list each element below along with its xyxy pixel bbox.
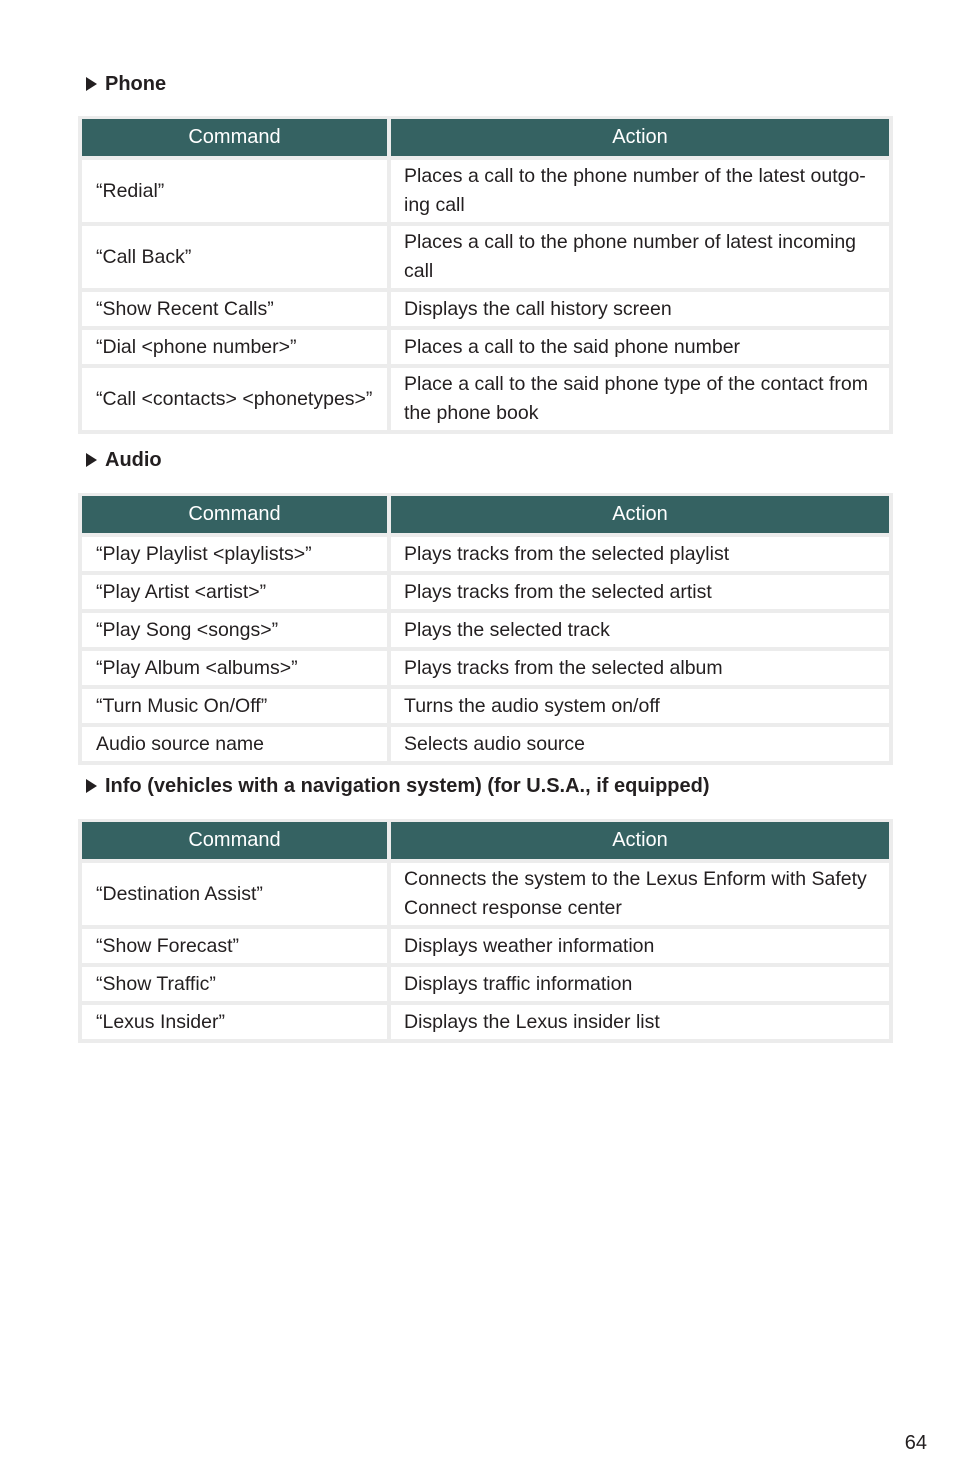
command-cell: “Call <contacts> <phonetypes>”	[82, 368, 387, 430]
table-row	[82, 727, 889, 761]
table-row	[82, 689, 889, 723]
command-cell: Audio source name	[82, 727, 387, 761]
table-header-row	[82, 119, 889, 156]
action-cell: Displays weather information	[391, 929, 889, 963]
table-header-row	[82, 496, 889, 533]
table-row	[82, 575, 889, 609]
action-cell: Displays traffic information	[391, 967, 889, 1001]
command-cell: “Show Forecast”	[82, 929, 387, 963]
section-heading-phone: Phone	[86, 72, 166, 96]
column-header-command: Command	[82, 822, 387, 859]
command-cell: “Turn Music On/Off”	[82, 689, 387, 723]
triangle-bullet-icon	[86, 77, 97, 91]
triangle-bullet-icon	[86, 453, 97, 467]
phone-commands-table	[78, 116, 893, 434]
table-row	[82, 1005, 889, 1039]
table-row	[82, 967, 889, 1001]
table-row	[82, 160, 889, 222]
command-cell: “Call Back”	[82, 226, 387, 288]
action-cell: Displays the Lexus insider list	[391, 1005, 889, 1039]
table-row	[82, 863, 889, 925]
table-row	[82, 368, 889, 430]
action-cell: Places a call to the phone number of latest incoming call	[391, 226, 889, 288]
action-cell: Plays tracks from the selected album	[391, 651, 889, 685]
command-cell: “Dial <phone number>”	[82, 330, 387, 364]
action-cell: Selects audio source	[391, 727, 889, 761]
command-cell: “Play Song <songs>”	[82, 613, 387, 647]
column-header-action: Action	[391, 119, 889, 156]
action-cell: Plays tracks from the selected playlist	[391, 537, 889, 571]
table-row	[82, 651, 889, 685]
page-number: 64	[904, 1432, 927, 1454]
command-cell: “Show Traffic”	[82, 967, 387, 1001]
column-header-command: Command	[82, 496, 387, 533]
table-row	[82, 292, 889, 326]
table-header-row	[82, 822, 889, 859]
command-cell: “Lexus Insider”	[82, 1005, 387, 1039]
action-cell: Places a call to the phone number of the latest outgo-ing call	[391, 160, 889, 222]
action-cell: Plays the selected track	[391, 613, 889, 647]
action-cell: Places a call to the said phone number	[391, 330, 889, 364]
command-cell: “Play Playlist <playlists>”	[82, 537, 387, 571]
action-cell: Place a call to the said phone type of the contact from the phone book	[391, 368, 889, 430]
column-header-action: Action	[391, 496, 889, 533]
section-heading-info: Info (vehicles with a navigation system) (for U.S.A., if equipped)	[86, 774, 710, 798]
table-row	[82, 330, 889, 364]
command-cell: “Redial”	[82, 160, 387, 222]
table-row	[82, 929, 889, 963]
command-cell: “Play Album <albums>”	[82, 651, 387, 685]
section-heading-audio: Audio	[86, 448, 162, 472]
column-header-action: Action	[391, 822, 889, 859]
info-commands-table	[78, 819, 893, 1043]
command-cell: “Play Artist <artist>”	[82, 575, 387, 609]
triangle-bullet-icon	[86, 779, 97, 793]
column-header-command: Command	[82, 119, 387, 156]
action-cell: Turns the audio system on/off	[391, 689, 889, 723]
action-cell: Plays tracks from the selected artist	[391, 575, 889, 609]
action-cell: Displays the call history screen	[391, 292, 889, 326]
action-cell: Connects the system to the Lexus Enform with Safety Connect response center	[391, 863, 889, 925]
table-row	[82, 226, 889, 288]
audio-commands-table	[78, 493, 893, 765]
command-cell: “Destination Assist”	[82, 863, 387, 925]
command-cell: “Show Recent Calls”	[82, 292, 387, 326]
table-row	[82, 613, 889, 647]
table-row	[82, 537, 889, 571]
